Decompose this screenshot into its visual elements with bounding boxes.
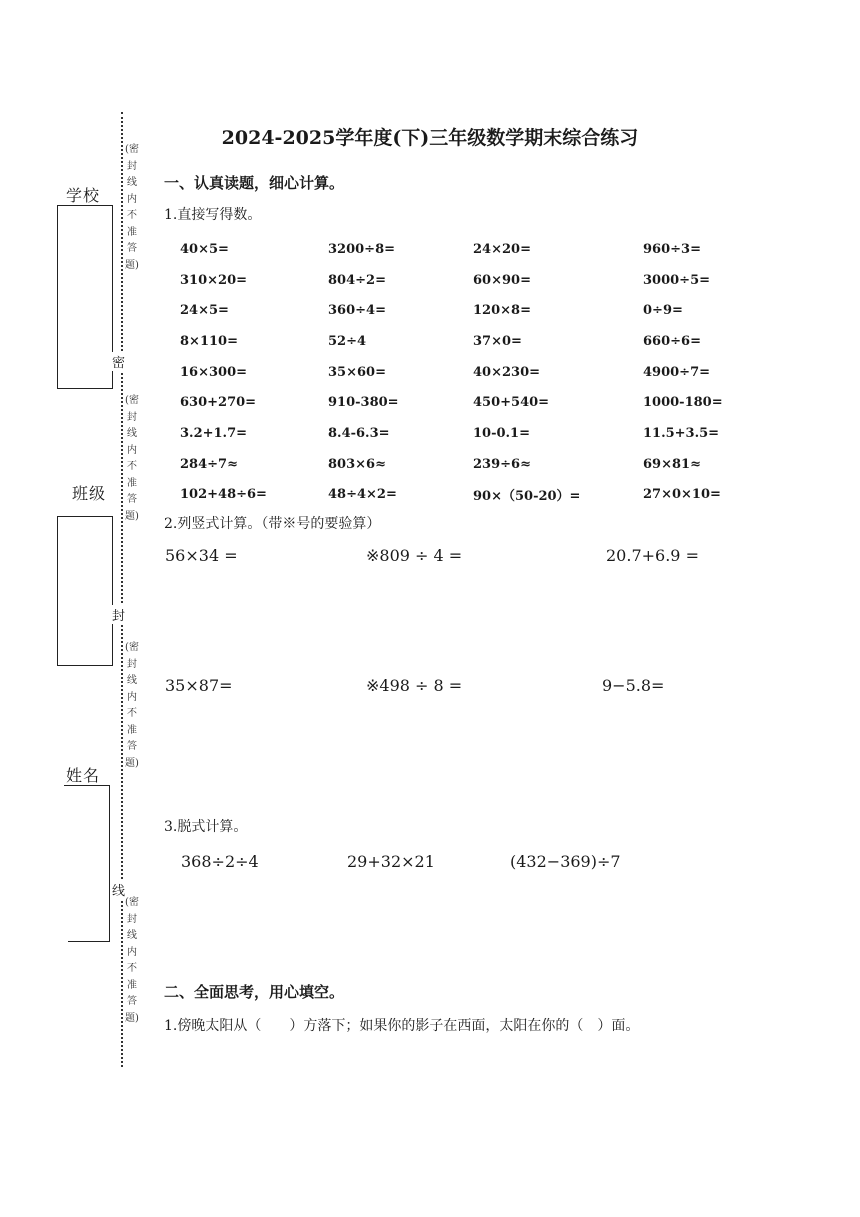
calc-item: 1000-180= (643, 395, 723, 411)
calc-item: 11.5+3.5= (643, 425, 720, 441)
part1-title: 1.直接写得数。 (164, 207, 262, 223)
calc-item: 360÷4= (328, 303, 386, 319)
calc-item: 10-0.1= (473, 425, 530, 441)
section2-title: 二、全面思考，用心填空。 (164, 983, 345, 1001)
calc-item: 120×8= (473, 303, 531, 319)
calc-item: 630+270= (180, 395, 257, 411)
seal-char-feng: 封 (112, 605, 125, 624)
seal-char-xian: 线 (112, 880, 125, 899)
seal-note-2: (密封线内不准答题) (125, 395, 139, 522)
vertical-calc-6: 9−5.8= (602, 676, 665, 695)
calc-item: 27×0×10= (643, 487, 721, 503)
calc-item: 69×81≈ (643, 456, 701, 472)
calc-item: 8.4-6.3= (328, 425, 390, 441)
step-calc-2: 29+32×21 (347, 852, 435, 871)
page-title: 2024-2025学年度(下)三年级数学期末综合练习 (221, 127, 639, 149)
class-box[interactable] (57, 516, 113, 666)
calc-item: 3200÷8= (328, 241, 396, 257)
calc-row (180, 295, 733, 326)
calc-item: 960÷3= (643, 241, 701, 257)
school-box[interactable] (57, 205, 113, 389)
calc-item: 35×60= (328, 364, 386, 380)
name-label: 姓名 (66, 766, 101, 785)
seal-char-mi: 密 (112, 352, 125, 371)
calc-row (180, 265, 733, 296)
calc-item: 102+48÷6= (180, 487, 267, 503)
name-line-side (109, 785, 110, 941)
vertical-calc-1: 56×34 = (165, 546, 238, 565)
calc-item: 24×5= (180, 303, 229, 319)
calc-item: 803×6≈ (328, 456, 386, 472)
calc-item: 660÷6= (643, 333, 701, 349)
vertical-calc-3: 20.7+6.9 = (606, 546, 699, 565)
vertical-calc-5: ※498 ÷ 8 = (366, 676, 463, 695)
calc-item: 310×20= (180, 272, 248, 288)
calc-item: 40×230= (473, 364, 541, 380)
calc-item: 239÷6≈ (473, 456, 531, 472)
section1-title: 一、认真读题，细心计算。 (164, 174, 345, 192)
calc-item: 60×90= (473, 272, 531, 288)
calc-row (180, 418, 733, 449)
class-label: 班级 (72, 484, 107, 503)
step-calc-1: 368÷2÷4 (181, 852, 259, 871)
calc-item: 910-380= (328, 395, 399, 411)
seal-dotted-line (121, 112, 123, 1067)
step-calc-3: (432−369)÷7 (510, 852, 621, 871)
calc-item: 0÷9= (643, 303, 683, 319)
calc-item: 450+540= (473, 395, 550, 411)
calc-item: 90×（50-20）= (473, 489, 581, 505)
calc-item: 16×300= (180, 364, 248, 380)
seal-note-4: (密封线内不准答题) (125, 897, 139, 1024)
name-line-top (64, 785, 110, 786)
calc-row (180, 326, 733, 357)
part3-title: 3.脱式计算。 (164, 819, 248, 835)
calc-item: 48÷4×2= (328, 487, 397, 503)
calc-item: 40×5= (180, 241, 229, 257)
school-label: 学校 (66, 186, 101, 205)
calc-row (180, 387, 733, 418)
part2-title: 2.列竖式计算。（带※号的要验算） (164, 516, 381, 532)
calc-item: 4900÷7= (643, 364, 711, 380)
seal-note-3: (密封线内不准答题) (125, 642, 139, 769)
calc-row (180, 234, 733, 265)
calc-row (180, 357, 733, 388)
calc-item: 37×0= (473, 333, 522, 349)
seal-note-1: (密封线内不准答题) (125, 144, 139, 271)
calc-item: 3.2+1.7= (180, 425, 248, 441)
calc-item: 284÷7≈ (180, 456, 238, 472)
vertical-calc-4: 35×87= (165, 676, 233, 695)
calc-item: 3000÷5= (643, 272, 711, 288)
calc-item: 52÷4 (328, 333, 367, 349)
calc-row (180, 480, 733, 511)
name-line-bottom (68, 941, 110, 942)
calc-item: 24×20= (473, 241, 531, 257)
calc-item: 8×110= (180, 333, 238, 349)
calc-row (180, 449, 733, 480)
direct-calc-grid (180, 234, 733, 510)
vertical-calc-2: ※809 ÷ 4 = (366, 546, 463, 565)
calc-item: 804÷2= (328, 272, 386, 288)
fill-blank-q1: 1.傍晚太阳从（ ）方落下；如果你的影子在西面，太阳在你的（ ）面。 (164, 1018, 640, 1034)
